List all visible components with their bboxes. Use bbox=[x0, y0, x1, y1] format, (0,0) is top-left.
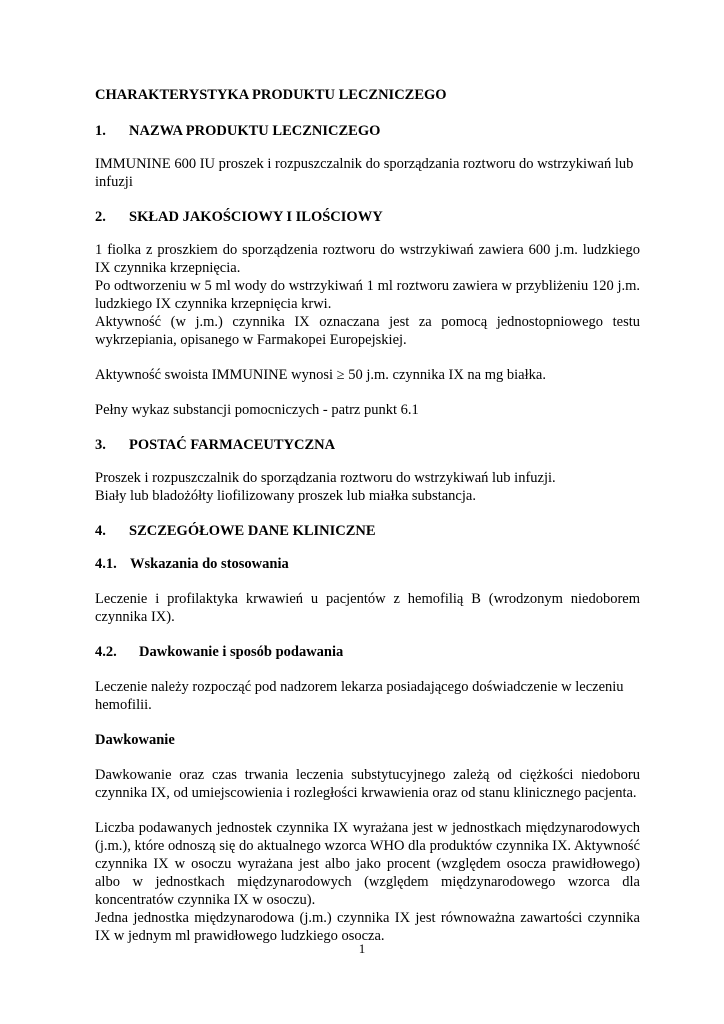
section-1-number: 1. bbox=[95, 123, 106, 139]
section-1-heading bbox=[95, 122, 640, 140]
section-4-2-heading bbox=[95, 643, 640, 661]
specific-activity-text: Aktywność swoista IMMUNINE wynosi ≥ 50 j.m. czynnika IX na mg białka. bbox=[95, 367, 546, 383]
pharmaceutical-form-line: Proszek i rozpuszczalnik do sporządzania roztworu do wstrzykiwań lub infuzji. bbox=[95, 470, 556, 486]
section-2-heading bbox=[95, 208, 640, 226]
page-number: 1 bbox=[358, 941, 366, 956]
section-3-heading bbox=[95, 436, 640, 454]
dosage-line: Liczba podawanych jednostek czynnika IX wyrażana jest w jednostkach międzynarodowych (j.m.), które odnoszą się do aktualnego wzorca WHO dla produktów czynnika IX. Aktywność czynnika IX w osoczu wyrażana jest albo jako procent (względem osocza prawidłowego) albo w jednostkach międzynarodowych (względem międzynarodowego wzorca dla koncentratów czynnika IX w osoczu). bbox=[95, 820, 640, 908]
dosage-line: Jedna jednostka międzynarodowa (j.m.) czynnika IX jest równoważna zawartości czynnika IX w jednym ml prawidłowego ludzkiego osocza. bbox=[95, 910, 640, 944]
pharmaceutical-form-paragraph bbox=[95, 469, 640, 505]
dosage-heading: Dawkowanie bbox=[95, 732, 175, 748]
section-4-2-title: Dawkowanie i sposób podawania bbox=[139, 644, 344, 660]
section-4-1-heading bbox=[95, 555, 640, 573]
section-4-heading bbox=[95, 522, 640, 540]
dosage-paragraph-1: Dawkowanie oraz czas trwania leczenia substytucyjnego zależą od ciężkości niedoboru czynnika IX, od umiejscowienia i rozległości krwawienia oraz od stanu klinicznego pacjenta. bbox=[95, 767, 640, 801]
posology-intro-text: Leczenie należy rozpocząć pod nadzorem lekarza posiadającego doświadczenie w leczeniu hemofilii. bbox=[95, 679, 624, 713]
excipients-reference-text: Pełny wykaz substancji pomocniczych - patrz punkt 6.1 bbox=[95, 402, 419, 418]
section-4-1-title: Wskazania do stosowania bbox=[130, 556, 289, 572]
indications-text: Leczenie i profilaktyka krwawień u pacjentów z hemofilią B (wrodzonym niedoborem czynnika IX). bbox=[95, 591, 640, 625]
composition-line: 1 fiolka z proszkiem do sporządzenia roztworu do wstrzykiwań zawiera 600 j.m. ludzkiego IX czynnika krzepnięcia. bbox=[95, 242, 640, 276]
document-page bbox=[95, 86, 640, 962]
section-4-number: 4. bbox=[95, 523, 106, 539]
section-4-title: SZCZEGÓŁOWE DANE KLINICZNE bbox=[129, 523, 376, 539]
section-3-title: POSTAĆ FARMACEUTYCZNA bbox=[129, 437, 336, 453]
section-1-title: NAZWA PRODUKTU LECZNICZEGO bbox=[129, 123, 381, 139]
document-title: CHARAKTERYSTYKA PRODUKTU LECZNICZEGO bbox=[95, 87, 447, 103]
section-3-number: 3. bbox=[95, 437, 106, 453]
composition-line: Po odtworzeniu w 5 ml wody do wstrzykiwań 1 ml roztworu zawiera w przybliżeniu 120 j.m. ludzkiego IX czynnika krzepnięcia krwi. bbox=[95, 278, 640, 312]
composition-paragraph bbox=[95, 241, 640, 349]
section-4-1-number: 4.1. bbox=[95, 556, 117, 572]
composition-line: Aktywność (w j.m.) czynnika IX oznaczana jest za pomocą jednostopniowego testu wykrzepiania, opisanego w Farmakopei Europejskiej. bbox=[95, 314, 640, 348]
pharmaceutical-form-line: Biały lub bladożółty liofilizowany proszek lub miałka substancja. bbox=[95, 488, 476, 504]
product-name-text: IMMUNINE 600 IU proszek i rozpuszczalnik do sporządzania roztworu do wstrzykiwań lub infuzji bbox=[95, 156, 634, 190]
section-2-title: SKŁAD JAKOŚCIOWY I ILOŚCIOWY bbox=[129, 209, 383, 225]
dosage-paragraph-2 bbox=[95, 819, 640, 945]
section-4-2-number: 4.2. bbox=[95, 644, 117, 660]
section-2-number: 2. bbox=[95, 209, 106, 225]
